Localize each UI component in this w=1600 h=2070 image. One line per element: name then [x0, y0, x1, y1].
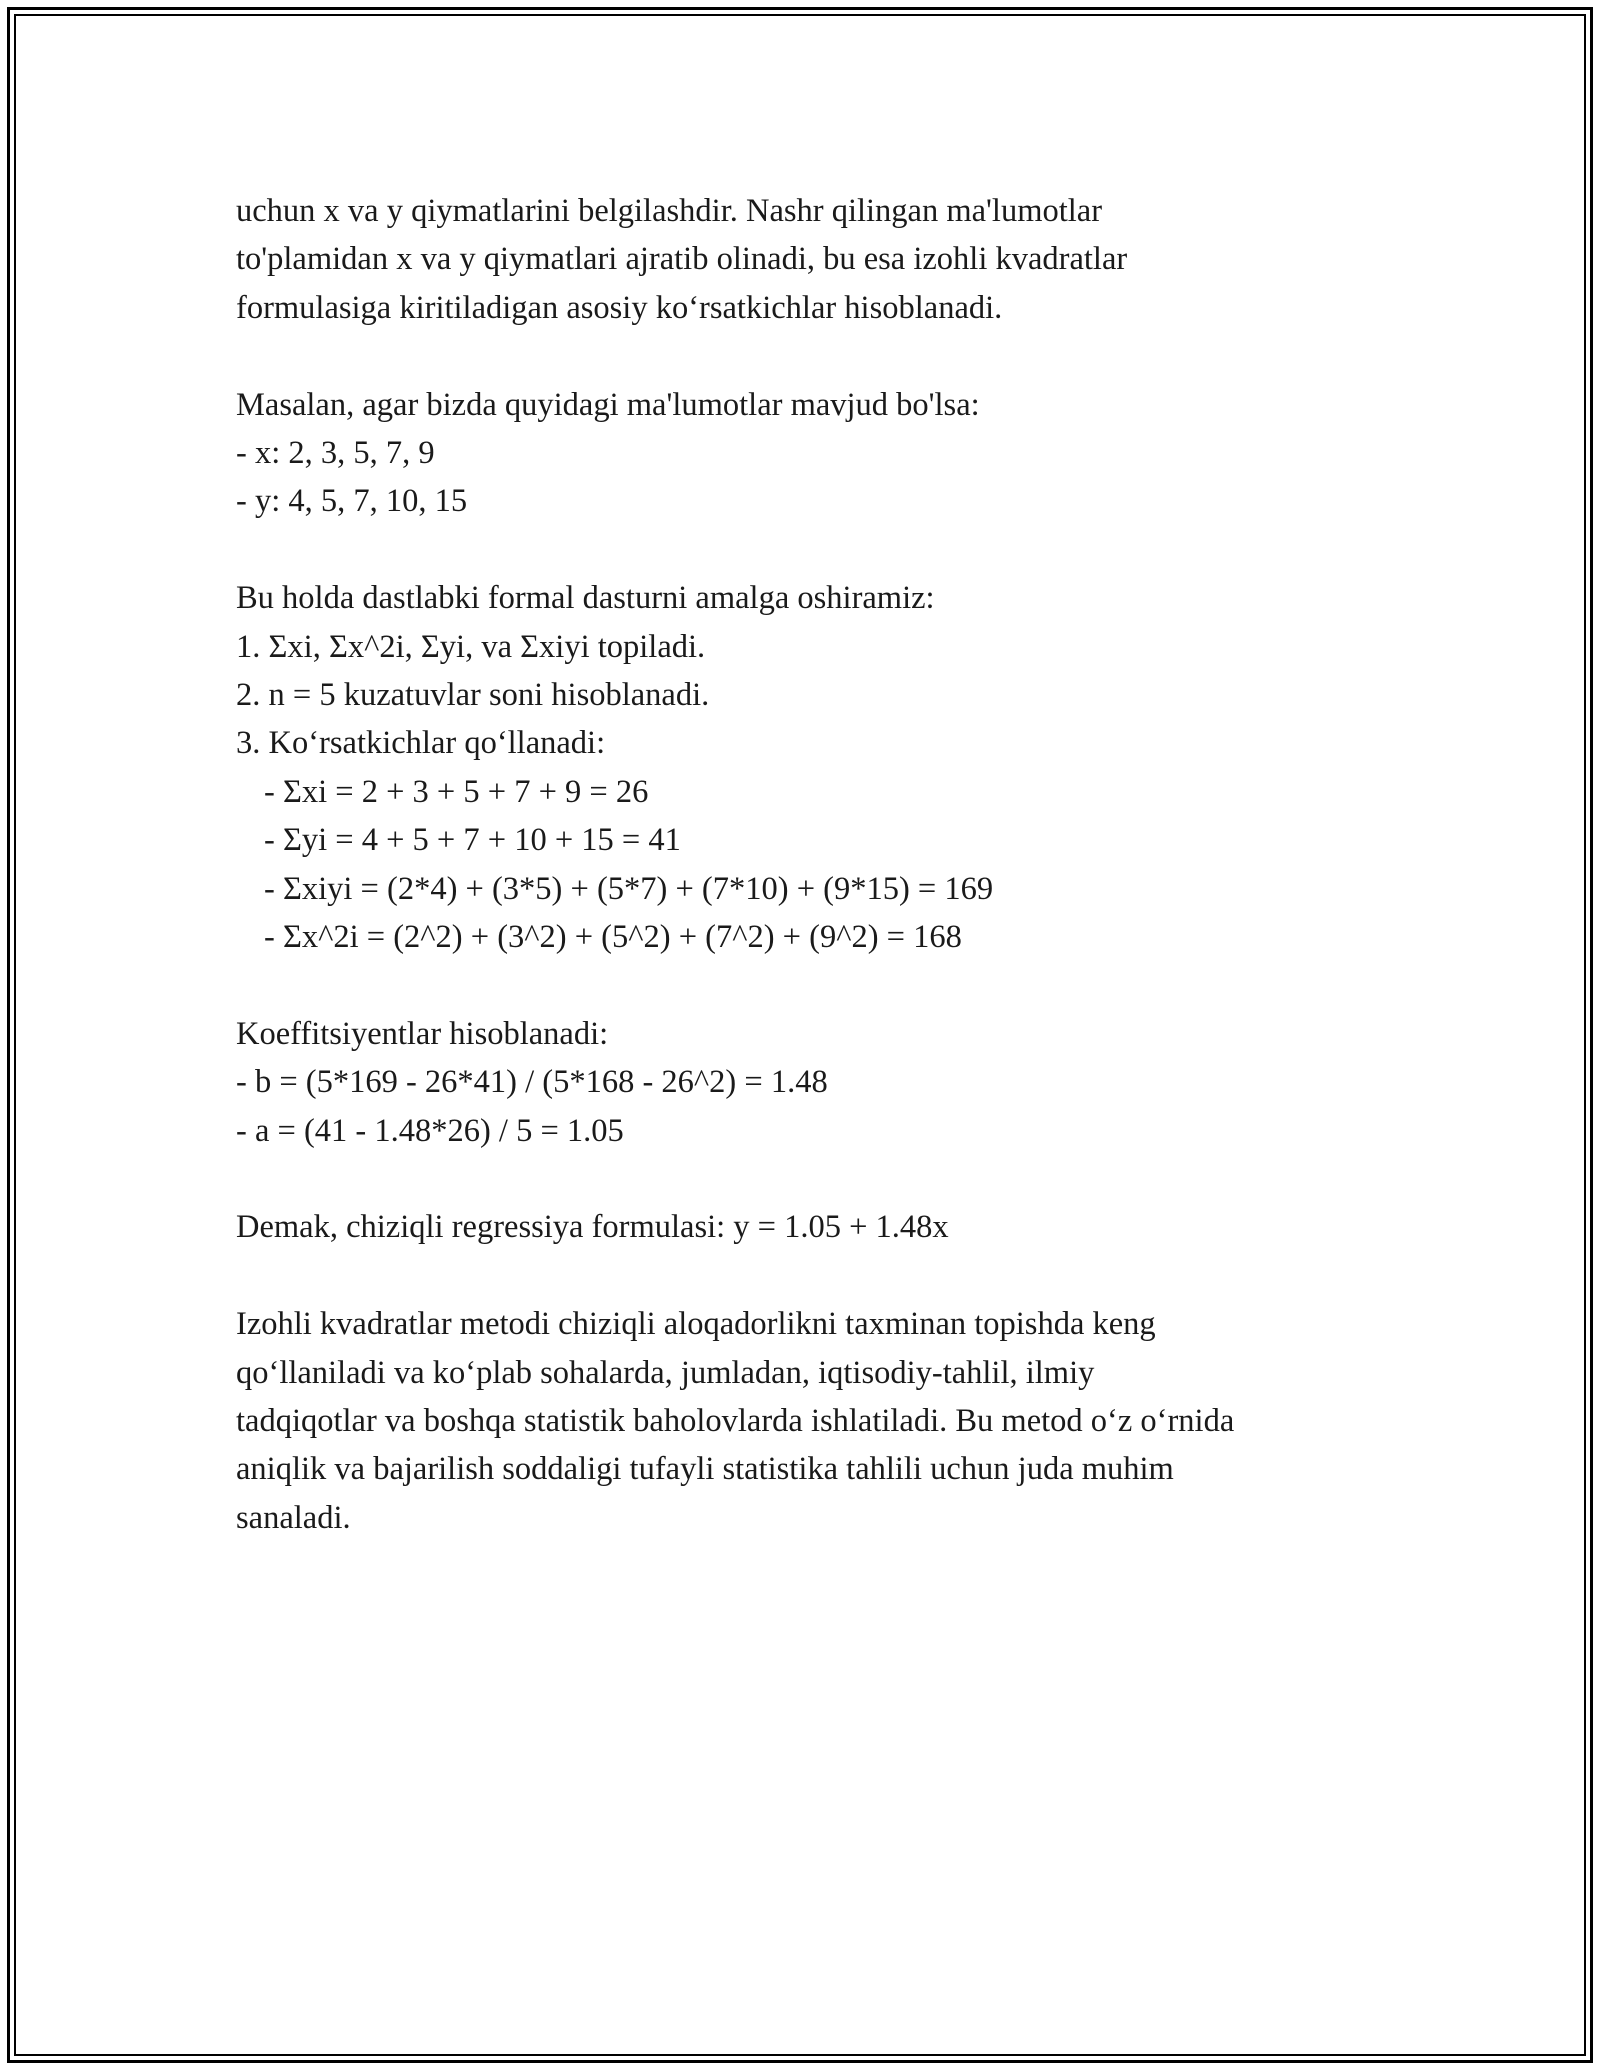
text-line: to'plamidan x va y qiymatlari ajratib olinadi, bu esa izohli kvadratlar [236, 241, 1128, 278]
coefficient-a: - a = (41 - 1.48*26) / 5 = 1.05 [236, 1112, 624, 1149]
sum-x-squared: - Σx^2i = (2^2) + (3^2) + (5^2) + (7^2) + (9^2) = 168 [264, 919, 962, 956]
text-line: formulasiga kiritiladigan asosiy ko‘rsatkichlar hisoblanadi. [236, 289, 1003, 326]
paragraph-gap [236, 1252, 1396, 1300]
paragraph-gap [236, 332, 1396, 380]
paragraph-gap [236, 526, 1396, 574]
conclusion-paragraph [236, 1300, 1396, 1542]
example-intro: Masalan, agar bizda quyidagi ma'lumotlar mavjud bo'lsa: [236, 386, 980, 423]
x-values: - x: 2, 3, 5, 7, 9 [236, 435, 435, 472]
step-2: 2. n = 5 kuzatuvlar soni hisoblanadi. [236, 677, 710, 714]
paragraph-gap [236, 961, 1396, 1009]
sum-y: - Σyi = 4 + 5 + 7 + 10 + 15 = 41 [264, 822, 681, 859]
text-line: Izohli kvadratlar metodi chiziqli aloqadorlikni taxminan topishda keng [236, 1306, 1156, 1343]
step-3: 3. Ko‘rsatkichlar qo‘llanadi: [236, 725, 606, 762]
text-line: aniqlik va bajarilish soddaligi tufayli statistika tahlili uchun juda muhim [236, 1451, 1174, 1488]
sum-xy: - Σxiyi = (2*4) + (3*5) + (5*7) + (7*10) + (9*15) = 169 [264, 870, 994, 907]
regression-result: Demak, chiziqli regressiya formulasi: y = 1.05 + 1.48x [236, 1209, 949, 1246]
steps-intro: Bu holda dastlabki formal dasturni amalga oshiramiz: [236, 580, 935, 617]
coefficients-intro: Koeffitsiyentlar hisoblanadi: [236, 1015, 609, 1052]
example-data [236, 381, 1396, 526]
sum-x: - Σxi = 2 + 3 + 5 + 7 + 9 = 26 [264, 773, 649, 810]
coefficient-b: - b = (5*169 - 26*41) / (5*168 - 26^2) = 1.48 [236, 1064, 828, 1101]
text-line: qo‘llaniladi va ko‘plab sohalarda, jumladan, iqtisodiy-tahlil, ilmiy [236, 1354, 1095, 1391]
document-body [236, 187, 1396, 1542]
intro-paragraph [236, 187, 1396, 332]
text-line: sanaladi. [236, 1499, 351, 1536]
coefficients-block [236, 1010, 1396, 1155]
steps-list [236, 574, 1396, 961]
paragraph-gap [236, 1155, 1396, 1203]
step-1: 1. Σxi, Σx^2i, Σyi, va Σxiyi topiladi. [236, 628, 706, 665]
y-values: - y: 4, 5, 7, 10, 15 [236, 483, 468, 520]
text-line: uchun x va y qiymatlarini belgilashdir. Nashr qilingan ma'lumotlar [236, 193, 1103, 229]
text-line: tadqiqotlar va boshqa statistik baholovlarda ishlatiladi. Bu metod o‘z o‘rnida [236, 1403, 1235, 1440]
